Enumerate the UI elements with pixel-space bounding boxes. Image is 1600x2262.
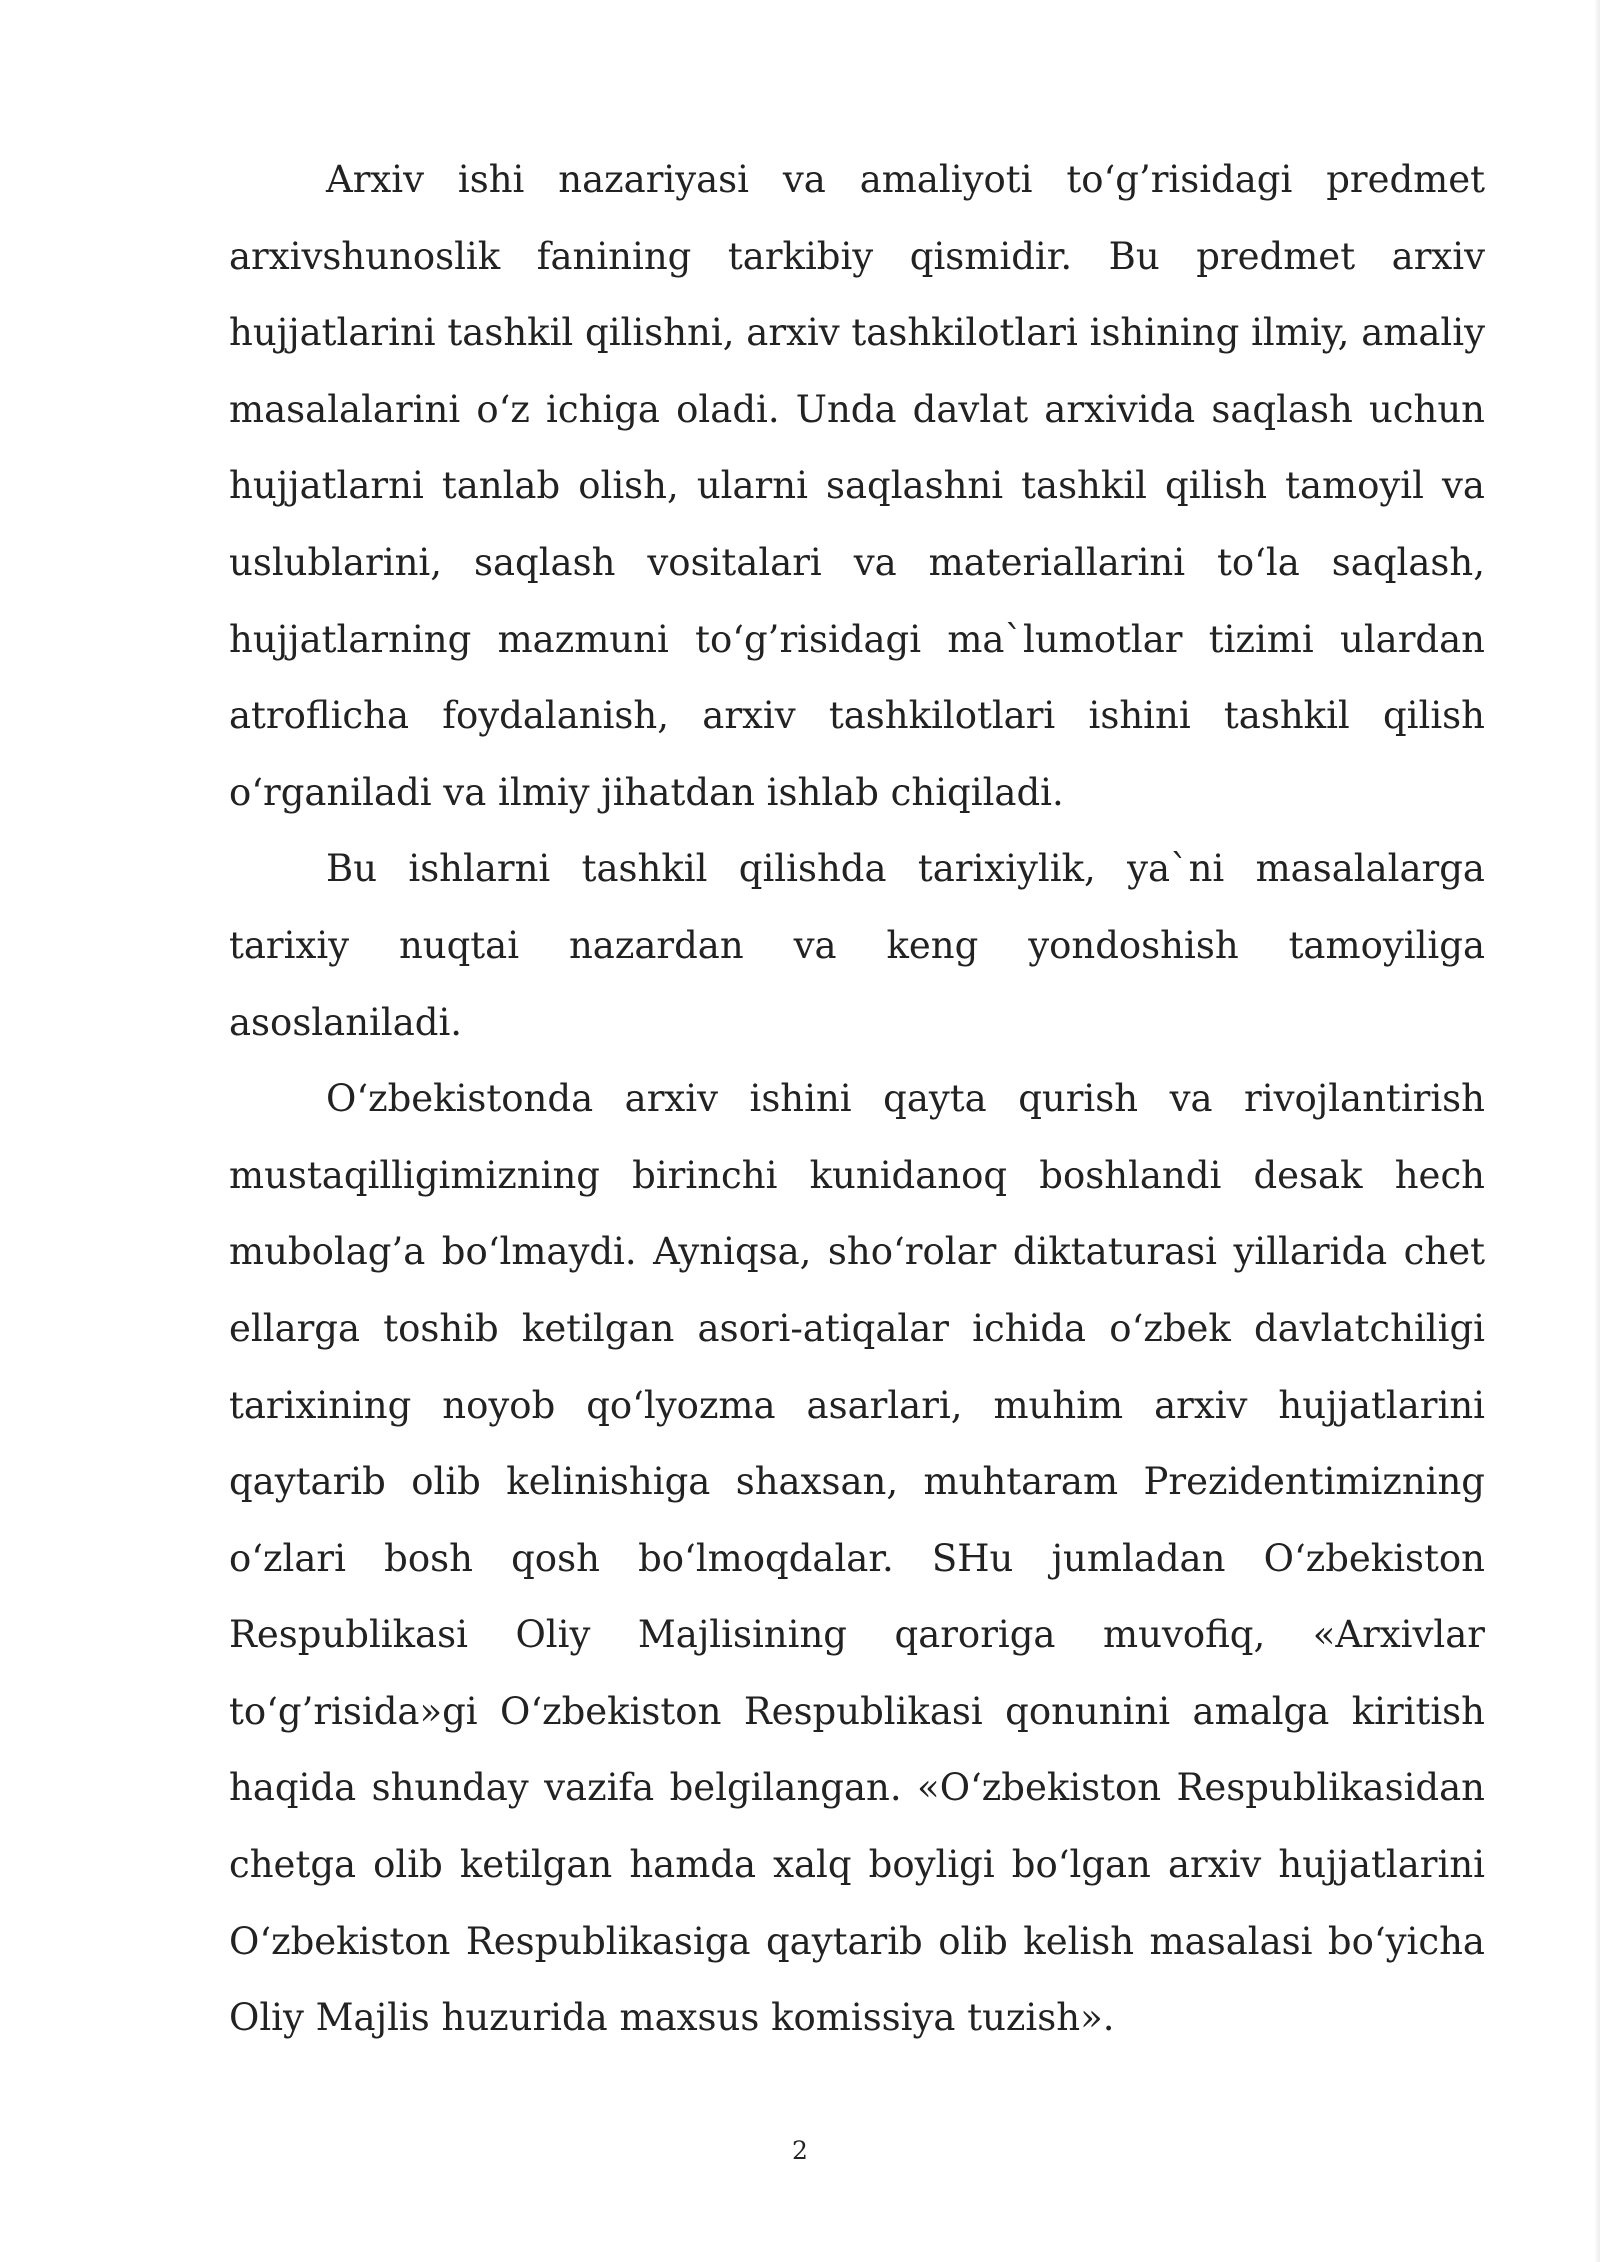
page-edge-shadow bbox=[1594, 0, 1600, 2262]
document-body bbox=[229, 142, 1485, 2057]
page-number: 2 bbox=[792, 2136, 808, 2165]
paragraph-1: Arxiv ishi nazariyasi va amaliyoti to‘g’risidagi predmet arxivshunoslik fanining tarkibiy qismidir. Bu predmet arxiv hujjatlarini tashkil qilishni, arxiv tashkilotlari ishining ilmiy, amaliy masalalarini o‘z ichiga oladi. Unda davlat arxivida saqlash uchun hujjatlarni tanlab olish, ularni saqlashni tashkil qilish tamoyil va uslublarini, saqlash vositalari va materiallarini to‘la saqlash, hujjatlarning mazmuni to‘g’risidagi ma`lumotlar tizimi ulardan atroflicha foydalanish, arxiv tashkilotlari ishini tashkil qilish o‘rganiladi va ilmiy jihatdan ishlab chiqiladi. bbox=[229, 158, 1485, 814]
paragraph-3: O‘zbekistonda arxiv ishini qayta qurish va rivojlantirish mustaqilligimizning birinchi kunidanoq boshlandi desak hech mubolag’a bo‘lmaydi. Ayniqsa, sho‘rolar diktaturasi yillarida chet ellarga toshib ketilgan asori-atiqalar ichida o‘zbek davlatchiligi tarixining noyob qo‘lyozma asarlari, muhim arxiv hujjatlarini qaytarib olib kelinishiga shaxsan, muhtaram Prezidentimizning o‘zlari bosh qosh bo‘lmoqdalar. SHu jumladan O‘zbekiston Respublikasi Oliy Majlisining qaroriga muvofiq, «Arxivlar to‘g’risida»gi O‘zbekiston Respublikasi qonunini amalga kiritish haqida shunday vazifa belgilangan. «O‘zbekiston Respublikasidan chetga olib ketilgan hamda xalq boyligi bo‘lgan arxiv hujjatlarini O‘zbekiston Respublikasiga qaytarib olib kelish masalasi bo‘yicha Oliy Majlis huzurida maxsus komissiya tuzish». bbox=[229, 1077, 1485, 2040]
paragraph-2: Bu ishlarni tashkil qilishda tarixiylik, ya`ni masalalarga tarixiy nuqtai nazardan va keng yondoshish tamoyiliga asoslaniladi. bbox=[229, 847, 1485, 1044]
